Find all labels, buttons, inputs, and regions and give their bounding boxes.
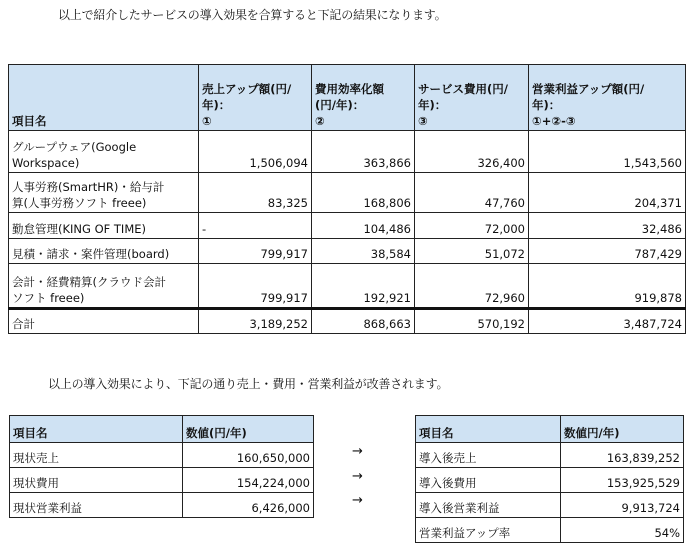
current-status-table: [9, 415, 314, 518]
header-line: 年)：: [532, 98, 561, 112]
row-name: 現状費用: [10, 468, 183, 493]
header-line: (円/年)：: [315, 98, 365, 112]
row-value: 799,917: [199, 239, 312, 264]
row-value: 154,224,000: [183, 468, 314, 493]
name-line: 会計・経費精算(クラウド会計: [12, 275, 166, 289]
row-value: 47,760: [415, 173, 529, 213]
row-value: 6,426,000: [183, 493, 314, 518]
row-value: 1,543,560: [529, 131, 686, 173]
row-name: [9, 264, 199, 309]
row-value: 72,960: [415, 264, 529, 309]
row-value: 204,371: [529, 173, 686, 213]
header-line: 項目名: [12, 114, 47, 128]
row-name: 導入後売上: [416, 443, 561, 468]
arrow-3: →: [352, 493, 363, 508]
name-line: 見積・請求・案件管理(board): [12, 247, 170, 261]
table-row: [9, 131, 686, 173]
row-name: 現状売上: [10, 443, 183, 468]
header-line: サービス費用(円/: [418, 82, 508, 96]
column-header: [312, 65, 415, 131]
row-value: 787,429: [529, 239, 686, 264]
header-line: ②: [315, 114, 325, 128]
header-line: ①: [202, 114, 212, 128]
total-row: [9, 309, 686, 334]
header-line: 売上アップ額(円/: [202, 82, 292, 96]
row-value: 38,584: [312, 239, 415, 264]
table-row: [416, 493, 684, 518]
intro-text-1: 以上で紹介したサービスの導入効果を合算すると下記の結果になります。: [58, 8, 447, 22]
row-name: 営業利益アップ率: [416, 518, 561, 543]
row-value: 168,806: [312, 173, 415, 213]
row-name: [9, 131, 199, 173]
current-status-body: [10, 416, 314, 518]
row-value: 51,072: [415, 239, 529, 264]
row-value: 9,913,724: [561, 493, 684, 518]
row-name: [9, 173, 199, 213]
row-value: -: [199, 213, 312, 239]
column-header: 数値(円/年): [183, 416, 314, 443]
row-name: [9, 239, 199, 264]
name-line: 算(人事労務ソフト freee): [12, 196, 147, 210]
name-line: Workspace): [12, 156, 80, 170]
table-row: [9, 213, 686, 239]
row-name: 導入後営業利益: [416, 493, 561, 518]
header-line: 年)：: [202, 98, 231, 112]
effect-summary-table: [8, 64, 686, 334]
table-row: [9, 264, 686, 309]
row-value: 72,000: [415, 213, 529, 239]
header-line: ③: [418, 114, 428, 128]
total-value: 570,192: [415, 309, 529, 334]
row-value: 326,400: [415, 131, 529, 173]
column-header: [529, 65, 686, 131]
header-row: [416, 416, 684, 443]
row-value: 163,839,252: [561, 443, 684, 468]
header-row: [9, 65, 686, 131]
row-name: 導入後費用: [416, 468, 561, 493]
row-value: 160,650,000: [183, 443, 314, 468]
row-value: 153,925,529: [561, 468, 684, 493]
name-line: 人事労務(SmartHR)・給与計: [12, 180, 165, 194]
arrow-1: →: [352, 444, 363, 459]
after-introduction-body: [416, 416, 684, 543]
total-value: 3,189,252: [199, 309, 312, 334]
row-value: 83,325: [199, 173, 312, 213]
row-value: 799,917: [199, 264, 312, 309]
total-label: 合計: [9, 309, 199, 334]
table-row: [9, 173, 686, 213]
column-header: [9, 65, 199, 131]
header-line: 年)：: [418, 98, 447, 112]
row-name: [9, 213, 199, 239]
header-line: ①+②-③: [532, 114, 576, 128]
table-row: [9, 239, 686, 264]
table-row: [10, 493, 314, 518]
total-value: 868,663: [312, 309, 415, 334]
row-value: 919,878: [529, 264, 686, 309]
arrow-2: →: [352, 469, 363, 484]
row-value: 104,486: [312, 213, 415, 239]
row-value: 32,486: [529, 213, 686, 239]
name-line: ソフト freee): [12, 291, 85, 305]
table-row: [10, 468, 314, 493]
name-line: グループウェア(Google: [12, 140, 137, 154]
name-line: 勤怠管理(KING OF TIME): [12, 222, 147, 236]
row-value: 363,866: [312, 131, 415, 173]
header-row: [10, 416, 314, 443]
header-line: 費用効率化額: [315, 82, 384, 96]
table-row: [10, 443, 314, 468]
table-row: [416, 518, 684, 543]
row-name: 現状営業利益: [10, 493, 183, 518]
column-header: 項目名: [416, 416, 561, 443]
total-value: 3,487,724: [529, 309, 686, 334]
row-value: 192,921: [312, 264, 415, 309]
column-header: [415, 65, 529, 131]
table-row: [416, 468, 684, 493]
row-value: 1,506,094: [199, 131, 312, 173]
after-introduction-table: [415, 415, 684, 543]
effect-summary-body: [9, 65, 686, 334]
column-header: 数値円/年): [561, 416, 684, 443]
table-row: [416, 443, 684, 468]
intro-text-2: 以上の導入効果により、下記の通り売上・費用・営業利益が改善されます。: [48, 377, 449, 391]
column-header: [199, 65, 312, 131]
header-line: 営業利益アップ額(円/: [532, 82, 645, 96]
row-value: 54%: [561, 518, 684, 543]
column-header: 項目名: [10, 416, 183, 443]
